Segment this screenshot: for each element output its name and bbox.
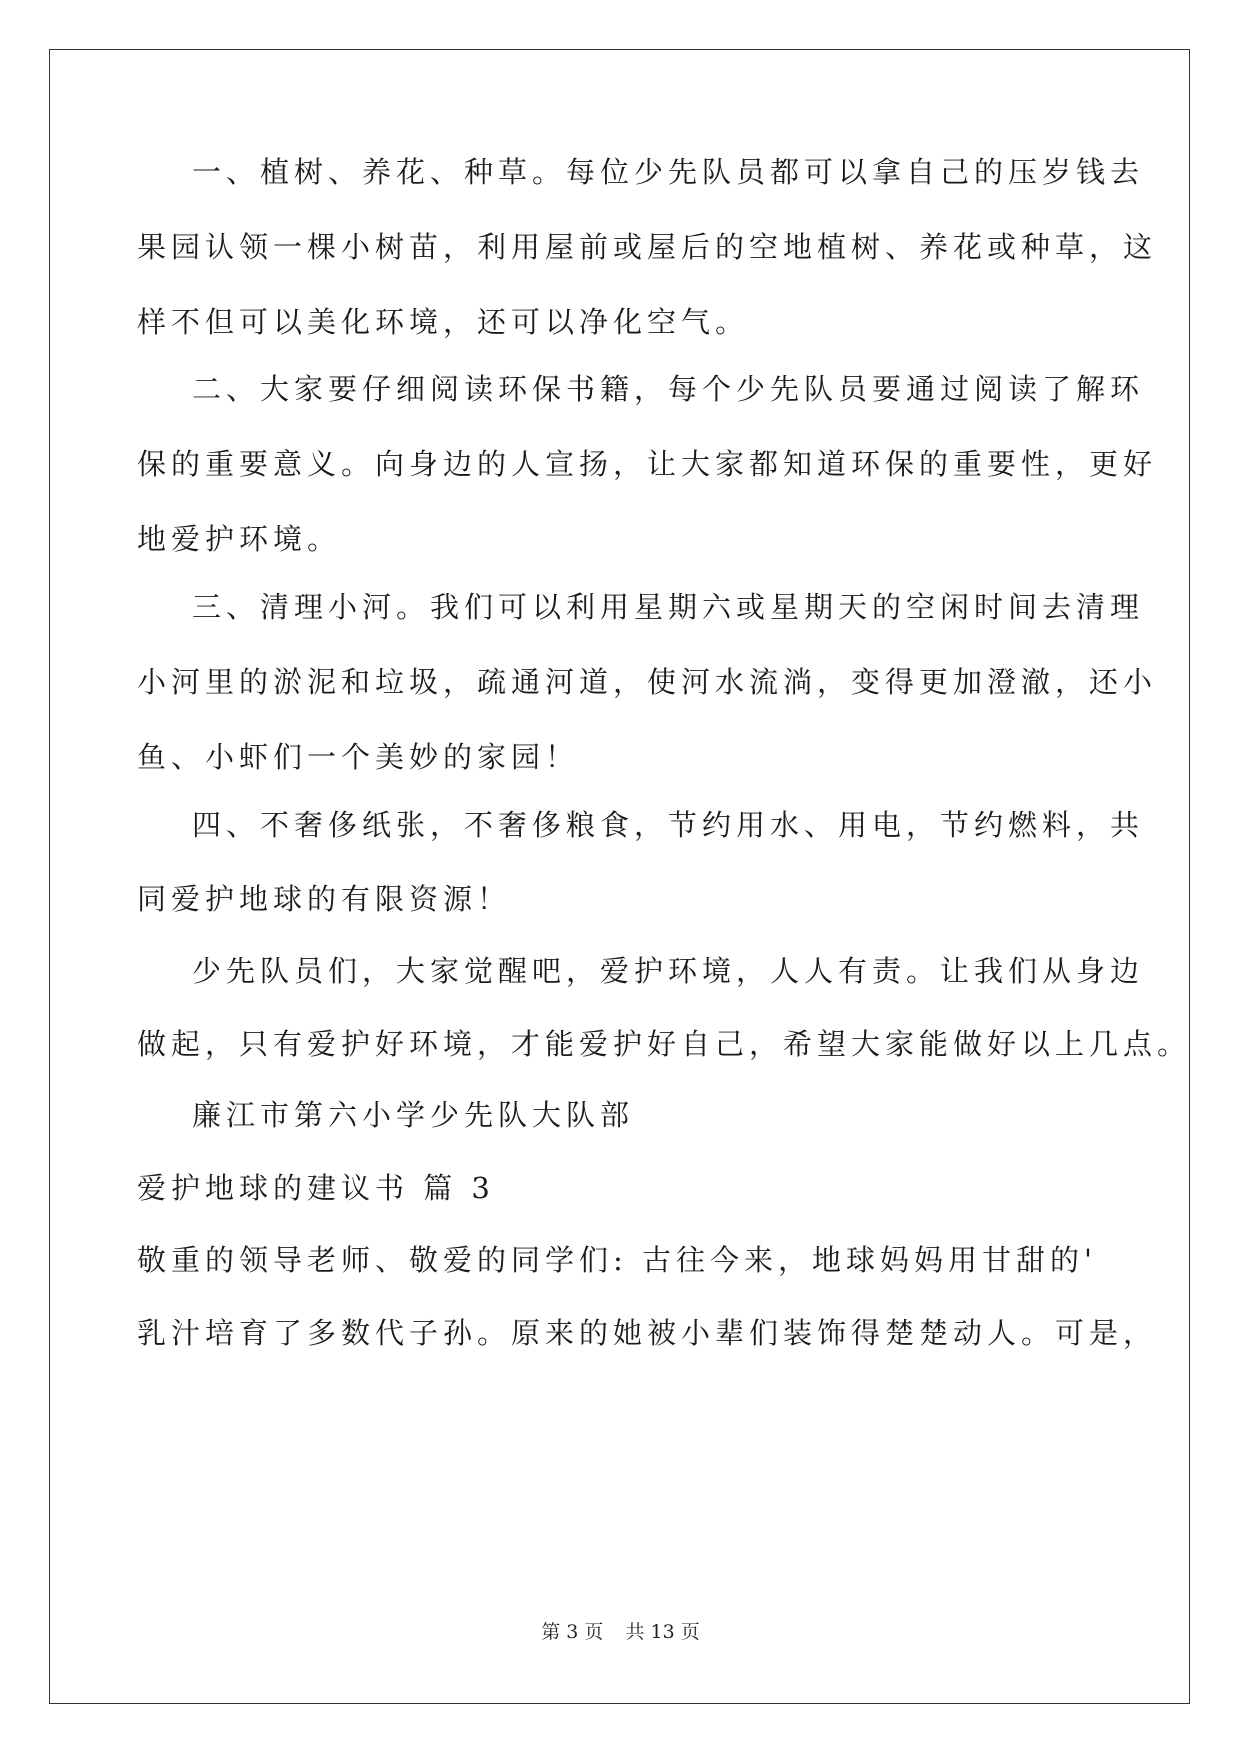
paragraph-line: 保的重要意义。向身边的人宣扬，让大家都知道环保的重要性，更好 xyxy=(137,447,1158,481)
paragraph-line: 少先队员们，大家觉醒吧，爱护环境，人人有责。让我们从身边 xyxy=(192,954,1145,988)
paragraph-line: 小河里的淤泥和垃圾，疏通河道，使河水流淌，变得更加澄澈，还小 xyxy=(137,665,1158,699)
paragraph-line: 做起，只有爱护好环境，才能爱护好自己，希望大家能做好以上几点。 xyxy=(137,1027,1192,1061)
signature-line: 廉江市第六小学少先队大队部 xyxy=(192,1098,635,1132)
page-footer xyxy=(0,1617,1241,1644)
paragraph-line: 同爱护地球的有限资源！ xyxy=(137,882,512,916)
paragraph-line: 三、清理小河。我们可以利用星期六或星期天的空闲时间去清理 xyxy=(192,590,1145,624)
paragraph-line: 鱼、小虾们一个美妙的家园！ xyxy=(137,740,580,774)
paragraph-line: 果园认领一棵小树苗，利用屋前或屋后的空地植树、养花或种草，这 xyxy=(137,230,1158,264)
paragraph-line: 样不但可以美化环境，还可以净化空气。 xyxy=(137,305,750,339)
page-total: 共 13 页 xyxy=(625,1621,700,1643)
paragraph-line: 四、不奢侈纸张，不奢侈粮食，节约用水、用电，节约燃料，共 xyxy=(192,808,1145,842)
paragraph-line: 地爱护环境。 xyxy=(137,522,342,556)
paragraph-line: 一、植树、养花、种草。每位少先队员都可以拿自己的压岁钱去 xyxy=(192,155,1145,189)
paragraph-line: 乳汁培育了多数代子孙。原来的她被小辈们装饰得楚楚动人。可是， xyxy=(137,1316,1158,1350)
page-number: 第 3 页 xyxy=(541,1621,604,1643)
page-border xyxy=(49,49,1190,1704)
paragraph-line: 二、大家要仔细阅读环保书籍，每个少先队员要通过阅读了解环 xyxy=(192,372,1145,406)
paragraph-line: 敬重的领导老师、敬爱的同学们: 古往今来，地球妈妈用甘甜的' xyxy=(137,1243,1097,1277)
section-heading: 爱护地球的建议书 篇 3 xyxy=(137,1171,495,1205)
